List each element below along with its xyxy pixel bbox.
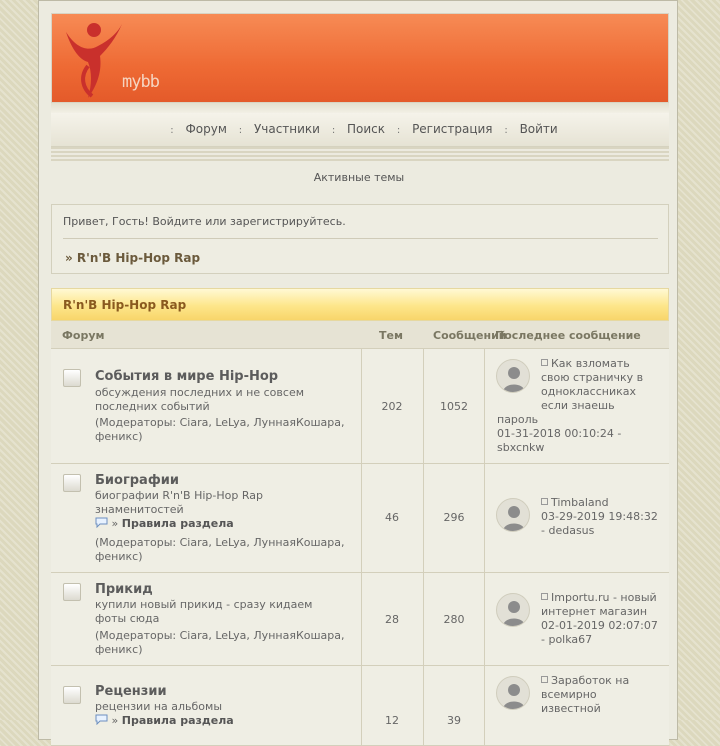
topic-count: 46 [385,511,399,524]
last-post [497,357,667,455]
forum-row [51,573,669,666]
topic-count: 202 [381,400,403,413]
post-count: 296 [443,511,465,524]
nav-separator: : [238,125,243,136]
divider [63,238,658,239]
post-count: 39 [447,714,461,727]
column-topics: Тем [379,329,403,342]
column-posts: Сообщений [433,329,507,342]
category-title[interactable]: R'n'B Hip-Hop Rap [63,298,187,312]
forum-rules: » Правила раздела [95,714,234,727]
header-shadow [51,103,669,113]
last-post-author[interactable]: - polka67 [541,633,593,646]
nav-separator: : [331,125,336,136]
logo-text[interactable]: mybb [122,72,159,92]
last-post-date: 02-01-2019 02:07:07 [541,619,658,632]
column-last-post: Последнее сообщение [495,329,641,342]
last-topic-link[interactable]: известной [541,702,601,715]
nav-separator: : [504,125,508,136]
nav-forum[interactable]: Форум [185,122,227,136]
post-count: 280 [443,613,465,626]
last-topic-link[interactable]: Заработок на [551,674,630,687]
forum-title[interactable]: Прикид [95,582,153,597]
forum-title[interactable]: Рецензии [95,684,167,699]
go-to-post-icon[interactable] [541,676,548,683]
last-topic-link[interactable]: пароль [497,413,539,426]
last-post [497,674,667,716]
forum-status-icon [63,686,81,704]
post-count: 1052 [440,400,468,413]
rules-link[interactable]: Правила раздела [121,714,234,727]
forum-moderators: (Модераторы: Ciara, LeLya, ЛуннаяКошара, феникс) [95,416,345,443]
forum-row [51,349,669,464]
forum-description: рецензии на альбомы [95,700,223,713]
last-topic-link[interactable]: если знаешь [541,399,615,412]
forum-description: купили новый прикид - сразу кидаем фоты сюда [95,598,313,625]
forum-description: биографии R'n'B Hip-Hop Rap знаменитостей [95,489,263,516]
last-topic-link[interactable]: Importu.ru - новый [551,591,657,604]
forum-status-icon [63,369,81,387]
site-header [51,13,669,103]
forum-description: обсуждения последних и не совсем последних событий [95,386,305,413]
breadcrumb[interactable]: » R'n'B Hip-Hop Rap [65,251,201,265]
topic-count: 28 [385,613,399,626]
last-post-author[interactable]: - dedasus [541,524,595,537]
nav-members[interactable]: Участники [253,122,320,136]
welcome-box [51,204,669,274]
last-topic-link[interactable]: Как взломать [551,357,630,370]
rules-link[interactable]: Правила раздела [121,517,234,530]
active-topics-link[interactable]: Активные темы [313,171,405,184]
last-post-author[interactable]: sbxcnkw [497,441,545,454]
speech-bubble-icon [95,517,108,528]
table-header [51,321,669,349]
forum-status-icon [63,583,81,601]
nav-login[interactable]: Войти [519,122,558,136]
page-wrapper [38,0,678,740]
nav-separator: : [396,125,401,136]
nav-stripes [51,147,669,161]
last-post [497,591,667,647]
nav-separator: : [170,125,174,136]
guest-greeting[interactable]: Привет, Гость! Войдите или зарегистрируйтесь. [63,215,346,228]
go-to-post-icon[interactable] [541,359,548,366]
go-to-post-icon[interactable] [541,498,548,505]
topic-count: 12 [385,714,399,727]
forum-moderators: (Модераторы: Ciara, LeLya, ЛуннаяКошара, феникс) [95,536,345,563]
nav-search[interactable]: Поиск [347,122,386,136]
forum-title[interactable]: Биографии [95,473,179,488]
forum-status-icon [63,474,81,492]
go-to-post-icon[interactable] [541,593,548,600]
forum-moderators: (Модераторы: Ciara, LeLya, ЛуннаяКошара, феникс) [95,629,345,656]
mybb-logo-icon[interactable] [58,18,128,102]
last-topic-link[interactable]: одноклассниках [541,385,637,398]
forum-rules: » Правила раздела [95,517,234,530]
last-topic-link[interactable]: интернет магазин [541,605,648,618]
last-topic-link[interactable]: всемирно [541,688,597,701]
last-post [497,496,667,538]
forum-row [51,666,669,746]
nav-bar [51,113,669,147]
nav-register[interactable]: Регистрация [412,122,493,136]
category-header [51,288,669,321]
column-forum: Форум [62,329,105,342]
last-topic-link[interactable]: свою страничку в [541,371,644,384]
last-post-date: 01-31-2018 00:10:24 - [497,427,622,440]
last-post-date: 03-29-2019 19:48:32 [541,510,658,523]
forum-title[interactable]: События в мире Hip-Hop [95,369,279,384]
forum-row [51,464,669,573]
last-topic-link[interactable]: Timbaland [551,496,609,509]
